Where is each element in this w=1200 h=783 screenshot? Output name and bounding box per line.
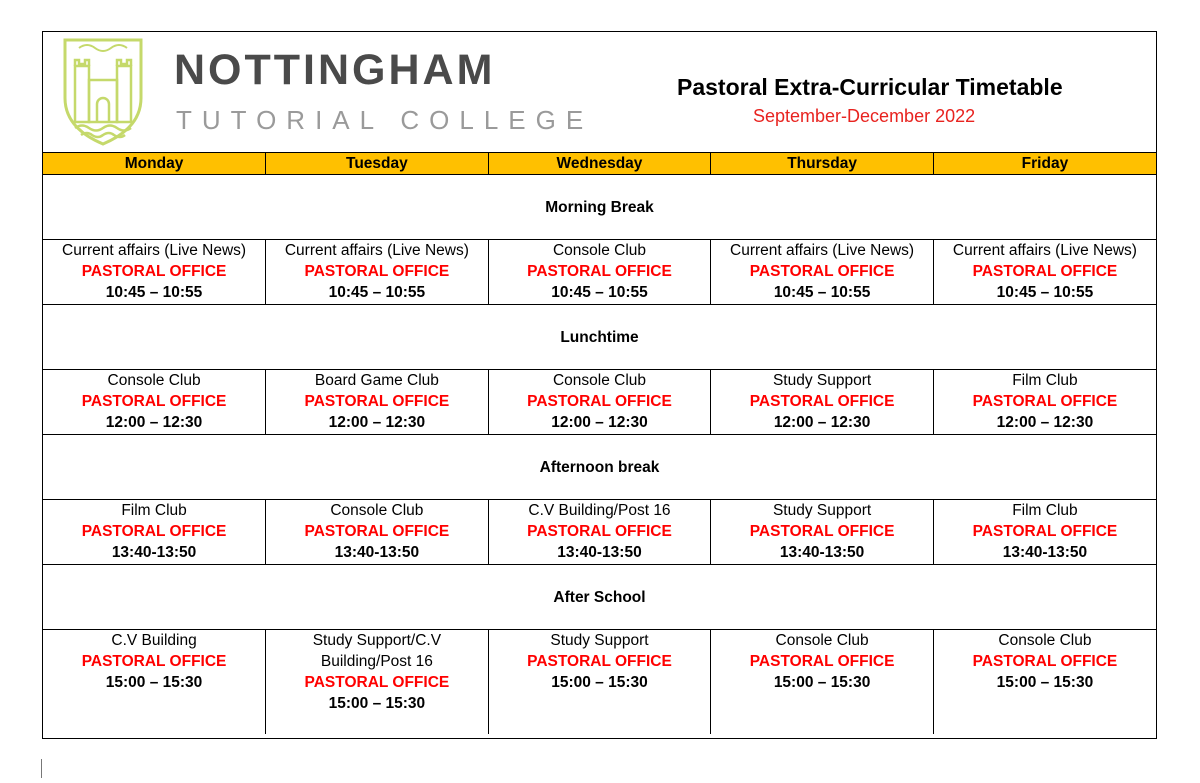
document-subtitle: September-December 2022 (753, 106, 976, 126)
activity-location: PASTORAL OFFICE (304, 674, 450, 691)
activity-location: PASTORAL OFFICE (81, 523, 227, 540)
activity-cell (43, 370, 266, 435)
activity-name: Current affairs (Live News) (952, 242, 1137, 259)
activity-time: 15:00 – 15:30 (996, 674, 1094, 691)
activity-name: Console Club (552, 242, 647, 259)
activity-location: PASTORAL OFFICE (304, 393, 450, 410)
activity-name: Console Club (330, 502, 424, 519)
activity-cell (266, 370, 489, 435)
activity-time: 10:45 – 10:55 (551, 284, 648, 301)
activity-time: 10:45 – 10:55 (996, 284, 1094, 301)
activity-location: PASTORAL OFFICE (972, 653, 1118, 670)
day-header: Thursday (711, 153, 934, 175)
day-header-row (43, 153, 1156, 175)
activity-name: C.V Building (111, 632, 197, 649)
activity-cell (43, 500, 266, 565)
activity-location: PASTORAL OFFICE (304, 263, 450, 280)
activity-location: PASTORAL OFFICE (527, 263, 672, 280)
day-header: Friday (933, 153, 1156, 175)
activity-time: 12:00 – 12:30 (773, 414, 871, 431)
activity-name: Board Game Club (314, 372, 439, 389)
activity-time: 15:00 – 15:30 (105, 674, 203, 691)
activity-cell (711, 630, 934, 735)
brand-name: NOTTINGHAM (174, 46, 496, 94)
activity-location: PASTORAL OFFICE (749, 653, 895, 670)
activity-time: 13:40-13:50 (111, 544, 197, 561)
activity-location: PASTORAL OFFICE (527, 523, 672, 540)
section-title: Lunchtime (43, 305, 1156, 370)
activity-time: 12:00 – 12:30 (551, 414, 648, 431)
activity-location: PASTORAL OFFICE (81, 393, 227, 410)
activity-cell (488, 630, 711, 735)
day-header: Tuesday (266, 153, 489, 175)
activity-time: 13:40-13:50 (1002, 544, 1088, 561)
header (43, 32, 1156, 153)
activity-row (43, 240, 1156, 305)
activity-location: PASTORAL OFFICE (972, 393, 1118, 410)
section-title: Afternoon break (43, 435, 1156, 500)
activity-name: Console Club (998, 632, 1092, 649)
activity-name: Current affairs (Live News) (730, 242, 915, 259)
activity-cell (43, 240, 266, 305)
activity-location: PASTORAL OFFICE (972, 523, 1118, 540)
activity-time: 12:00 – 12:30 (328, 414, 426, 431)
timetable (43, 153, 1156, 734)
activity-location: PASTORAL OFFICE (527, 653, 672, 670)
activity-cell (711, 240, 934, 305)
activity-cell (488, 370, 711, 435)
activity-location: PASTORAL OFFICE (304, 523, 450, 540)
activity-name: Study Support/C.V Building/Post 16 (312, 632, 442, 670)
castle-crest-icon (61, 36, 145, 148)
activity-name: Film Club (1012, 372, 1078, 389)
text-cursor[interactable] (41, 759, 42, 778)
activity-time: 13:40-13:50 (557, 544, 642, 561)
activity-row (43, 630, 1156, 735)
day-header: Wednesday (488, 153, 711, 175)
activity-name: C.V Building/Post 16 (528, 502, 671, 519)
activity-location: PASTORAL OFFICE (972, 263, 1118, 280)
section-title: Morning Break (43, 175, 1156, 240)
activity-name: Study Support (550, 632, 649, 649)
activity-cell (933, 500, 1156, 565)
day-header: Monday (43, 153, 266, 175)
activity-name: Study Support (772, 502, 872, 519)
activity-location: PASTORAL OFFICE (527, 393, 672, 410)
section-row (43, 565, 1156, 630)
brand-tagline: TUTORIAL COLLEGE (176, 105, 594, 135)
activity-location: PASTORAL OFFICE (81, 653, 227, 670)
activity-cell (933, 370, 1156, 435)
activity-name: Current affairs (Live News) (284, 242, 469, 259)
activity-time: 10:45 – 10:55 (328, 284, 426, 301)
activity-cell (933, 240, 1156, 305)
activity-cell (488, 240, 711, 305)
activity-location: PASTORAL OFFICE (749, 393, 895, 410)
section-row (43, 305, 1156, 370)
activity-cell (43, 630, 266, 735)
activity-location: PASTORAL OFFICE (749, 263, 895, 280)
document-title: Pastoral Extra-Curricular Timetable (677, 74, 1063, 100)
activity-row (43, 500, 1156, 565)
activity-cell (266, 630, 489, 735)
section-title: After School (43, 565, 1156, 630)
activity-time: 15:00 – 15:30 (328, 695, 426, 712)
activity-time: 13:40-13:50 (779, 544, 865, 561)
activity-name: Console Club (107, 372, 201, 389)
activity-cell (488, 500, 711, 565)
activity-name: Console Club (775, 632, 869, 649)
activity-time: 15:00 – 15:30 (551, 674, 648, 691)
section-row (43, 435, 1156, 500)
activity-cell (933, 630, 1156, 735)
activity-location: PASTORAL OFFICE (749, 523, 895, 540)
activity-cell (711, 370, 934, 435)
activity-cell (266, 500, 489, 565)
activity-cell (266, 240, 489, 305)
section-row (43, 175, 1156, 240)
activity-time: 12:00 – 12:30 (996, 414, 1094, 431)
activity-time: 15:00 – 15:30 (773, 674, 871, 691)
activity-name: Current affairs (Live News) (62, 242, 247, 259)
activity-time: 12:00 – 12:30 (105, 414, 203, 431)
activity-time: 10:45 – 10:55 (105, 284, 203, 301)
activity-name: Film Club (1012, 502, 1078, 519)
activity-name: Film Club (121, 502, 187, 519)
activity-time: 13:40-13:50 (334, 544, 420, 561)
document-page (42, 31, 1157, 739)
activity-row (43, 370, 1156, 435)
activity-name: Study Support (772, 372, 872, 389)
activity-cell (711, 500, 934, 565)
activity-name: Console Club (552, 372, 647, 389)
activity-location: PASTORAL OFFICE (81, 263, 227, 280)
activity-time: 10:45 – 10:55 (773, 284, 871, 301)
